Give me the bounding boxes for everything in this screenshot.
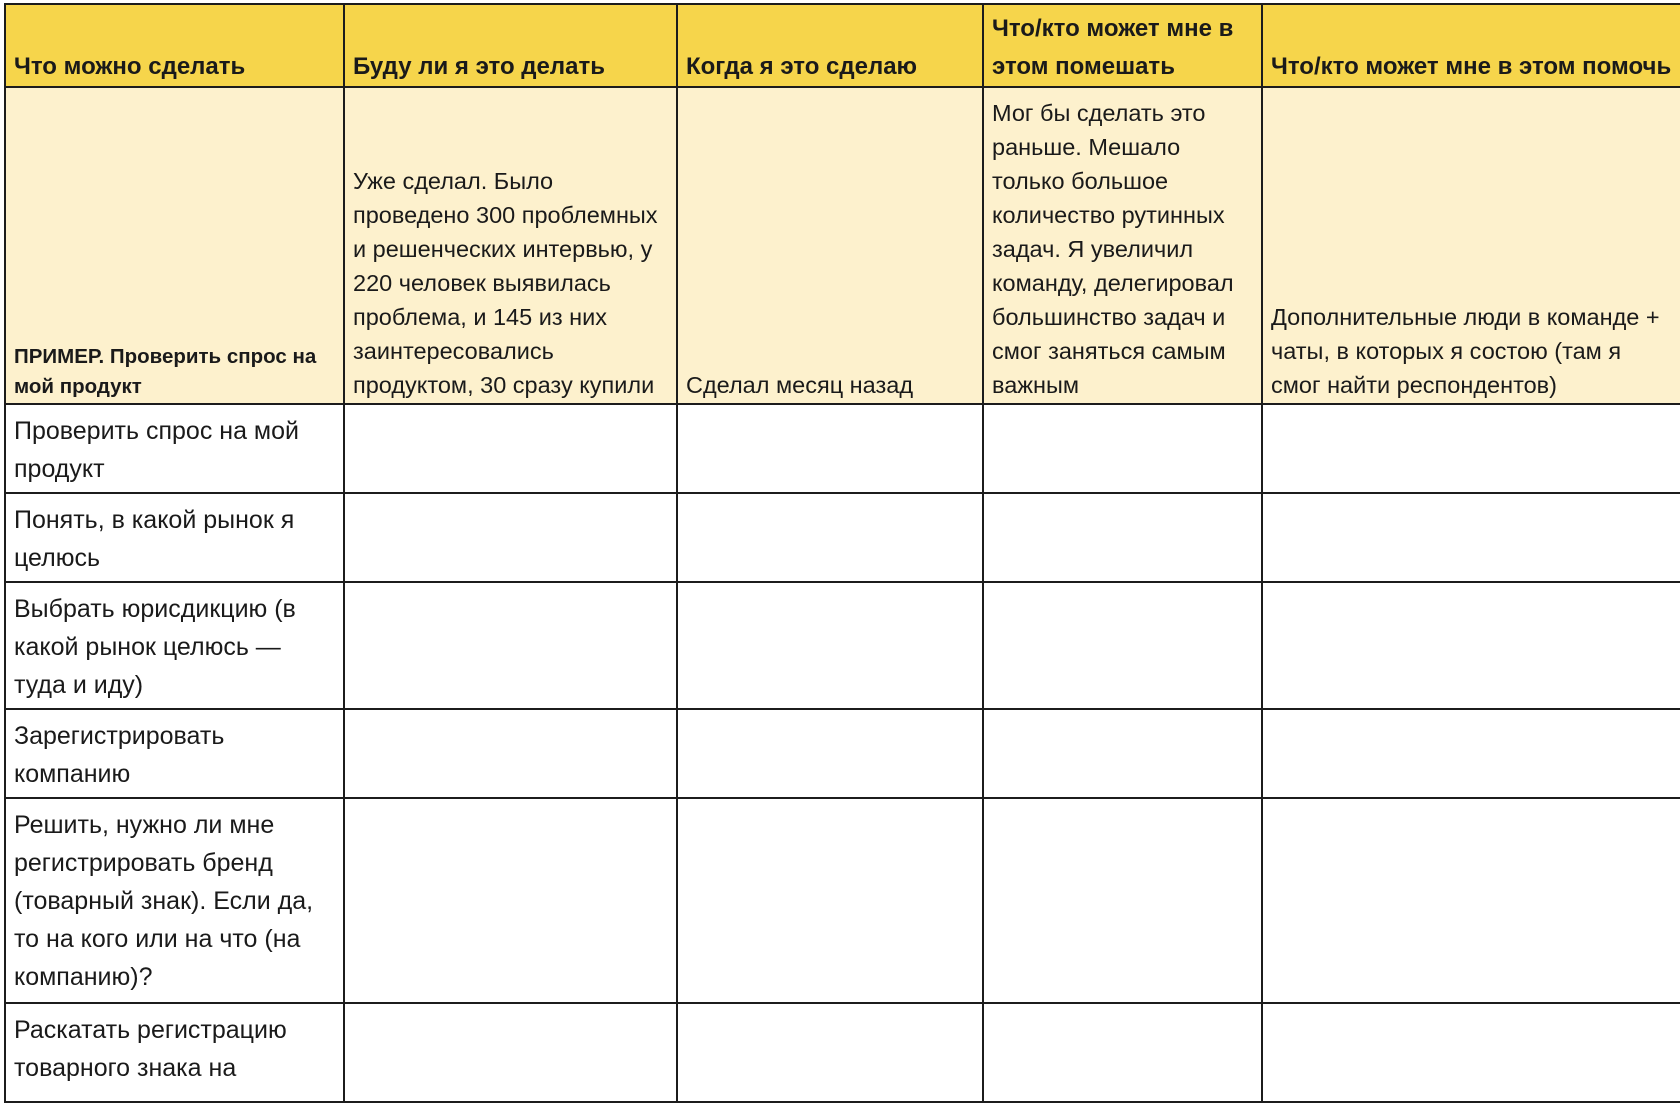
table-row [5, 1003, 1680, 1102]
hinder-cell[interactable] [983, 493, 1262, 582]
help-cell[interactable] [1262, 798, 1680, 1003]
when-cell[interactable] [677, 1003, 983, 1102]
header-will-do[interactable]: Буду ли я это делать [344, 4, 677, 87]
table-row [5, 798, 1680, 1003]
row-action-cell[interactable]: Решить, нужно ли мне регистрировать бренд (товарный знак). Если да, то на кого или на что (на компанию)? [5, 798, 344, 1003]
header-when[interactable]: Когда я это сделаю [677, 4, 983, 87]
when-cell[interactable] [677, 404, 983, 493]
example-will-do-cell[interactable]: Уже сделал. Было проведено 300 проблемных и решенческих интервью, у 220 человек выявилась проблема, и 145 из них заинтересовались продуктом, 30 сразу купили [344, 87, 677, 404]
header-row [5, 4, 1680, 87]
hinder-cell[interactable] [983, 404, 1262, 493]
when-cell[interactable] [677, 582, 983, 709]
example-hinder-cell[interactable]: Мог бы сделать это раньше. Мешало только большое количество рутинных задач. Я увеличил команду, делегировал большинство задач и смог заняться самым важным [983, 87, 1262, 404]
row-action-cell[interactable]: Проверить спрос на мой продукт [5, 404, 344, 493]
example-help-cell[interactable]: Дополнительные люди в команде + чаты, в которых я состою (там я смог найти респондентов) [1262, 87, 1680, 404]
hinder-cell[interactable] [983, 582, 1262, 709]
planning-table [4, 3, 1680, 1103]
help-cell[interactable] [1262, 582, 1680, 709]
header-hinder[interactable]: Что/кто может мне в этом помешать [983, 4, 1262, 87]
example-when-cell[interactable]: Сделал месяц назад [677, 87, 983, 404]
example-action-cell[interactable]: ПРИМЕР. Проверить спрос на мой продукт [5, 87, 344, 404]
help-cell[interactable] [1262, 1003, 1680, 1102]
when-cell[interactable] [677, 493, 983, 582]
header-help[interactable]: Что/кто может мне в этом помочь [1262, 4, 1680, 87]
row-action-cell[interactable]: Выбрать юрисдикцию (в какой рынок целюсь — туда и иду) [5, 582, 344, 709]
will-do-cell[interactable] [344, 404, 677, 493]
help-cell[interactable] [1262, 404, 1680, 493]
table-row [5, 404, 1680, 493]
will-do-cell[interactable] [344, 798, 677, 1003]
when-cell[interactable] [677, 709, 983, 798]
hinder-cell[interactable] [983, 1003, 1262, 1102]
help-cell[interactable] [1262, 709, 1680, 798]
example-row [5, 87, 1680, 404]
will-do-cell[interactable] [344, 709, 677, 798]
help-cell[interactable] [1262, 493, 1680, 582]
will-do-cell[interactable] [344, 1003, 677, 1102]
will-do-cell[interactable] [344, 493, 677, 582]
row-action-cell[interactable]: Понять, в какой рынок я целюсь [5, 493, 344, 582]
when-cell[interactable] [677, 798, 983, 1003]
table-row [5, 493, 1680, 582]
hinder-cell[interactable] [983, 709, 1262, 798]
table-row [5, 709, 1680, 798]
row-action-cell[interactable]: Зарегистрировать компанию [5, 709, 344, 798]
will-do-cell[interactable] [344, 582, 677, 709]
header-what-can-do[interactable]: Что можно сделать [5, 4, 344, 87]
table-row [5, 582, 1680, 709]
row-action-cell[interactable]: Раскатать регистрацию товарного знака на [5, 1003, 344, 1102]
hinder-cell[interactable] [983, 798, 1262, 1003]
